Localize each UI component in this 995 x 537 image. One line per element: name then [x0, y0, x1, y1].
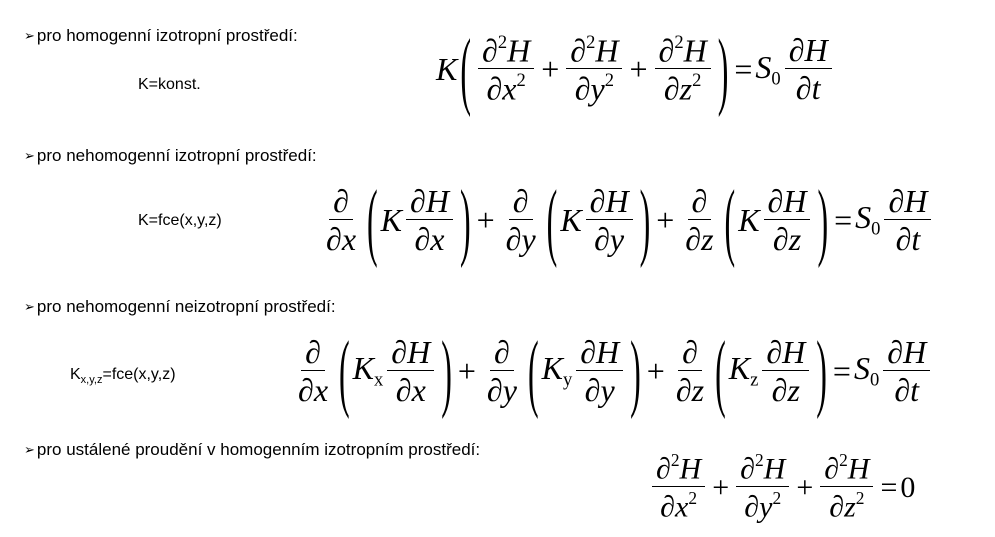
fraction-dh-dy: $\frac{\partial H}{\partial y}$ [576, 336, 623, 406]
plus-sign: + [796, 470, 814, 504]
fraction-d-dx: $\frac{\partial}{\partial x}$ [326, 183, 357, 257]
arrow-bullet-icon: ➢ [24, 148, 35, 163]
symbol-s: $S_0$ [855, 199, 881, 240]
fraction-d2h-dx2: $\frac{\partial^2H}{\partial x^2}$ [652, 452, 705, 523]
equation-steady-flow [648, 452, 915, 523]
plus-sign: + [541, 50, 560, 87]
fraction-d2h-dy2: $\frac{\partial^2H}{\partial y^2}$ [566, 34, 622, 105]
fraction-dh-dx: $\frac{\partial H}{\partial x}$ [387, 336, 434, 406]
fraction-dh-dz: $\frac{\partial H}{\partial z}$ [762, 336, 809, 406]
left-parenthesis: ( [367, 171, 378, 269]
right-parenthesis: ) [817, 171, 829, 269]
equation-inhomogeneous-isotropic [318, 171, 935, 269]
right-parenthesis: ) [639, 171, 651, 269]
zero-value: 0 [900, 470, 916, 504]
right-parenthesis: ) [816, 322, 827, 420]
fraction-d-dz: $\frac{\partial}{\partial z}$ [675, 334, 705, 408]
right-parenthesis: ) [459, 171, 471, 269]
condition-text: $K_{x,y,z}=fce(x,y,z)$ [70, 366, 176, 387]
symbol-k: K [436, 50, 458, 87]
arrow-bullet-icon: ➢ [24, 442, 35, 457]
bullet-heading-3 [24, 297, 336, 317]
fraction-d2h-dz2: $\frac{\partial^2H}{\partial z^2}$ [655, 34, 711, 105]
symbol-s: $S_0$ [755, 48, 781, 90]
fraction-dh-dt: $\frac{\partial H}{\partial t}$ [785, 34, 832, 104]
right-parenthesis: ) [630, 322, 641, 420]
symbol-kz: $K_z$ [728, 350, 759, 391]
condition-text: K=fce(x,y,z) [138, 212, 222, 229]
fraction-d2h-dx2: $\frac{\partial^2H}{\partial x^2}$ [478, 34, 534, 105]
fraction-dh-dy: $\frac{\partial H}{\partial y}$ [586, 185, 633, 255]
fraction-d2h-dy2: $\frac{\partial^2H}{\partial y^2}$ [736, 452, 789, 523]
left-parenthesis: ( [527, 322, 539, 420]
fraction-d-dy: $\frac{\partial}{\partial y}$ [505, 183, 536, 257]
plus-sign: + [712, 470, 730, 504]
symbol-k: K [380, 201, 403, 238]
equation-homogeneous-isotropic [436, 20, 836, 119]
left-parenthesis: ( [339, 322, 350, 420]
fraction-dh-dt: $\frac{\partial H}{\partial t}$ [884, 185, 931, 255]
plus-sign: + [656, 201, 675, 238]
arrow-bullet-icon: ➢ [24, 28, 35, 43]
heading-text: pro ustálené proudění v homogenním izotropním prostředí: [36, 440, 481, 459]
right-parenthesis: ) [717, 20, 729, 119]
equals-sign: = [834, 201, 853, 238]
bullet-heading-1 [24, 26, 298, 46]
fraction-d2h-dz2: $\frac{\partial^2H}{\partial z^2}$ [820, 452, 873, 523]
symbol-k: K [738, 201, 760, 238]
left-parenthesis: ( [715, 322, 726, 420]
plus-sign: + [629, 50, 648, 87]
plus-sign: + [646, 352, 665, 389]
fraction-dh-dz: $\frac{\partial H}{\partial z}$ [764, 185, 811, 255]
left-parenthesis: ( [460, 20, 471, 119]
fraction-d-dy: $\frac{\partial}{\partial y}$ [486, 334, 517, 408]
plus-sign: + [476, 201, 495, 238]
equals-sign: = [880, 470, 898, 504]
fraction-dh-dt: $\frac{\partial H}{\partial t}$ [883, 336, 930, 406]
bullet-heading-2 [24, 146, 317, 166]
fraction-dh-dx: $\frac{\partial H}{\partial x}$ [406, 185, 453, 255]
condition-text: K=konst. [138, 76, 201, 93]
bullet-heading-4 [24, 440, 480, 460]
symbol-k: K [560, 201, 582, 238]
fraction-d-dx: $\frac{\partial}{\partial x}$ [298, 334, 329, 408]
equation-inhomogeneous-anisotropic [290, 322, 934, 420]
heading-text: pro nehomogenní izotropní prostředí: [36, 146, 317, 165]
left-parenthesis: ( [724, 171, 736, 269]
symbol-kx: $K_x$ [352, 350, 384, 391]
heading-text: pro nehomogenní neizotropní prostředí: [36, 297, 336, 316]
symbol-ky: $K_y$ [541, 350, 573, 391]
fraction-d-dz: $\frac{\partial}{\partial z}$ [685, 183, 714, 257]
arrow-bullet-icon: ➢ [24, 299, 35, 314]
equals-sign: = [734, 50, 753, 87]
plus-sign: + [457, 352, 476, 389]
equals-sign: = [832, 352, 851, 389]
symbol-s: $S_0$ [853, 350, 880, 391]
right-parenthesis: ) [441, 322, 452, 420]
heading-text: pro homogenní izotropní prostředí: [36, 26, 298, 45]
left-parenthesis: ( [546, 171, 558, 269]
